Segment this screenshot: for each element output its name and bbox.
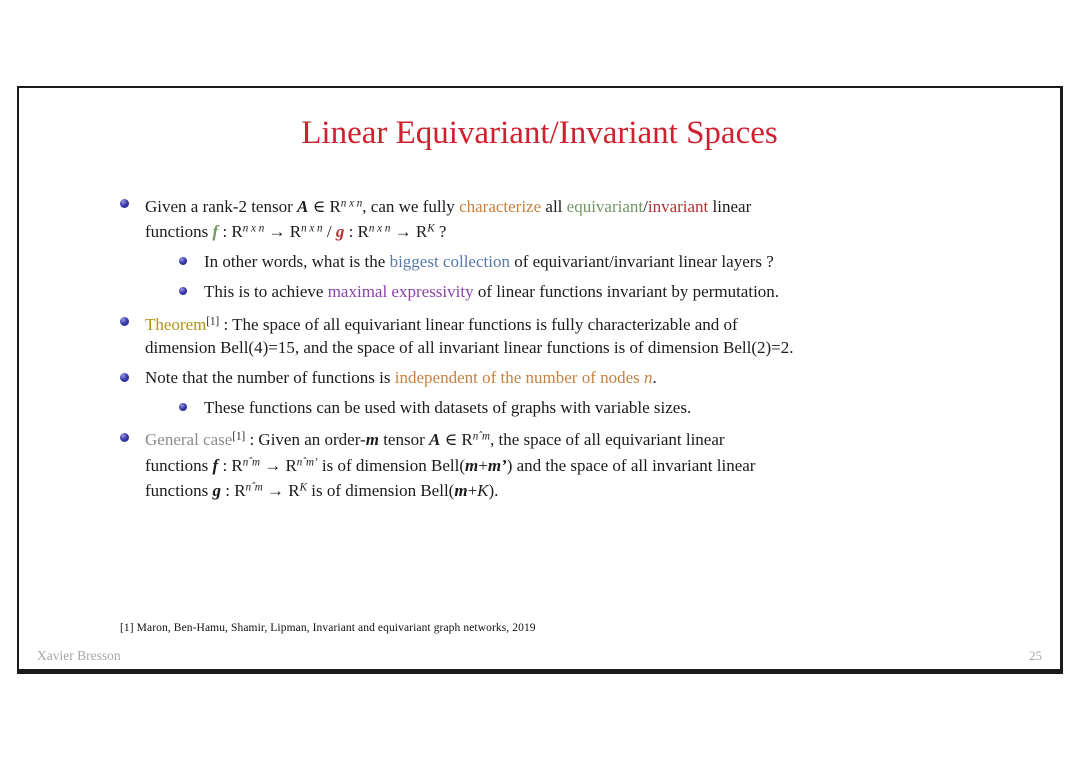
bullet-icon xyxy=(120,373,129,382)
bullet-item xyxy=(19,310,1005,359)
bullet-icon xyxy=(179,257,187,265)
bullet-list xyxy=(19,192,1060,502)
bullet-icon xyxy=(120,433,129,442)
bullet-item xyxy=(19,366,1005,389)
bullet-item xyxy=(19,192,1005,243)
bullet-item xyxy=(19,250,1064,273)
bullet-text: Given a rank-2 tensor A ∈ $R^{n x n}$, can we fully characterize all equivariant/invariant linear functions f : $R^{n x n} \to R^{n x n} / g$ : $R^{n x n} \to R^K$ ? xyxy=(145,196,752,242)
bullet-text: This is to achieve maximal expressivity of linear functions invariant by permutation. xyxy=(204,282,780,302)
bullet-item xyxy=(19,426,1005,503)
bullet-item xyxy=(19,280,1064,303)
slide-title: Linear Equivariant/Invariant Spaces xyxy=(301,115,778,151)
bullet-text: General case[1] : Given an order-m tensor A ∈ $R^{nˆm}$, the space of all equivariant linear functions f : $R^{nˆm} \to R^{nˆm’}$ is of dimension Bell(m+m’) and the space of all invariant linear functions g : $R^{nˆm} \to R^K$ is of dimension Bell(m+K). xyxy=(145,430,756,501)
bullet-text: Note that the number of functions is independent of the number of nodes n. xyxy=(145,367,657,387)
bullet-text: Theorem[1] : The space of all equivariant linear functions is fully characterizable and of dimension Bell(4)=15, and the space of all invariant linear functions is of dimension Bell(2)=2. xyxy=(145,314,794,357)
author-name: Xavier Bresson xyxy=(37,648,121,663)
bullet-icon xyxy=(120,317,129,326)
bullet-icon xyxy=(179,287,187,295)
slide-frame xyxy=(17,86,1063,674)
bullet-text: These functions can be used with datasets of graphs with variable sizes. xyxy=(204,397,692,417)
footnote: [1] Maron, Ben-Hamu, Shamir, Lipman, Invariant and equivariant graph networks, 2019 xyxy=(120,622,536,634)
bullet-text: In other words, what is the biggest collection of equivariant/invariant linear layers ? xyxy=(204,252,774,272)
page-number: 25 xyxy=(1029,648,1042,663)
bullet-icon xyxy=(179,403,187,411)
bullet-icon xyxy=(120,199,129,208)
bullet-item xyxy=(19,396,1064,419)
